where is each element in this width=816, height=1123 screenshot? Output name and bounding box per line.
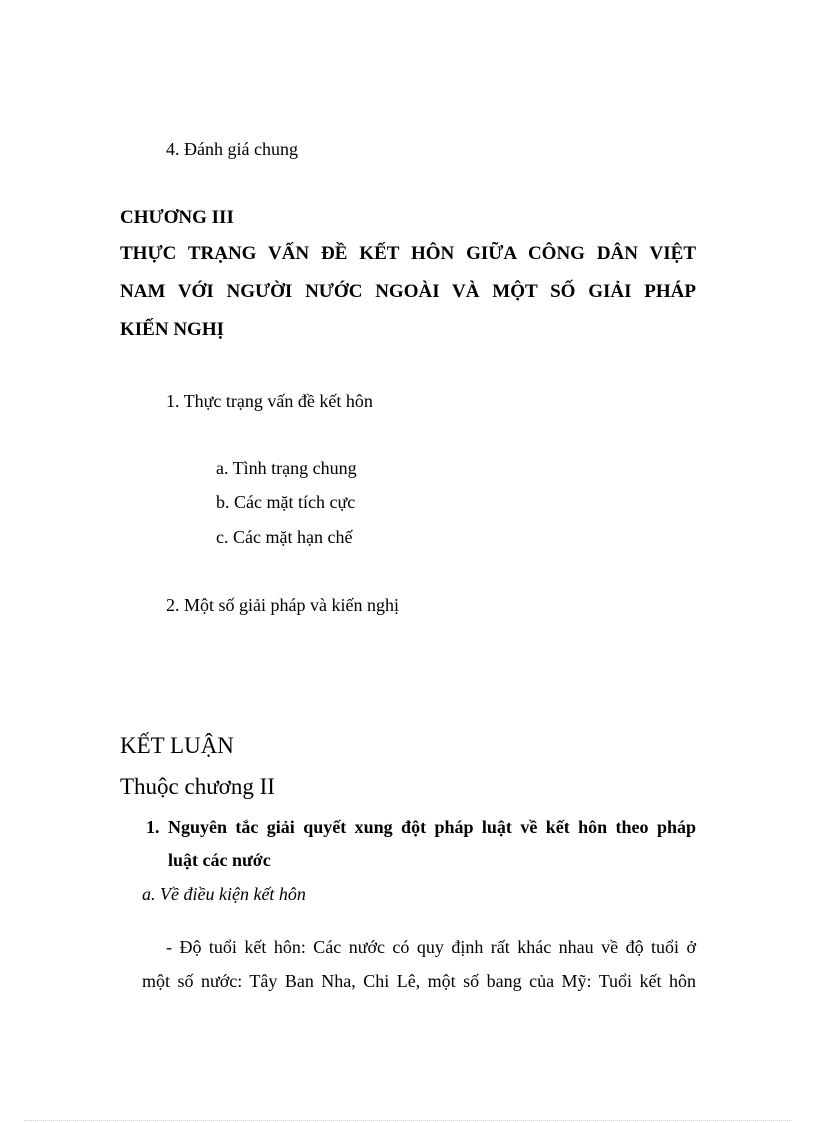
conclusion-sub-a: a. Về điều kiện kết hôn: [142, 884, 306, 904]
chapter-label: CHƯƠNG III: [120, 207, 234, 228]
conclusion-subheading: Thuộc chương II: [120, 774, 275, 799]
toc-item-4: 4. Đánh giá chung: [166, 139, 298, 159]
chapter-title-line-1: THỰC TRẠNG VẤN ĐỀ KẾT HÔN GIỮA CÔNG DÂN VIỆT: [120, 243, 696, 264]
chapter-sub-b: b. Các mặt tích cực: [216, 492, 356, 512]
conclusion-heading: KẾT LUẬN: [120, 733, 234, 758]
item-1-number: 1.: [146, 817, 160, 837]
paragraph-line-2: một số nước: Tây Ban Nha, Chi Lê, một số bang của Mỹ: Tuổi kết hôn: [142, 971, 696, 991]
item-1-line-1: Nguyên tắc giải quyết xung đột pháp luật về kết hôn theo pháp: [168, 817, 696, 837]
chapter-title-line-3: KIẾN NGHỊ: [120, 319, 224, 340]
page-bottom-divider: [24, 1120, 792, 1121]
chapter-section-2: 2. Một số giải pháp và kiến nghị: [166, 595, 399, 615]
chapter-section-1: 1. Thực trạng vấn đề kết hôn: [166, 391, 373, 411]
chapter-title-line-2: NAM VỚI NGƯỜI NƯỚC NGOÀI VÀ MỘT SỐ GIẢI PHÁP: [120, 281, 696, 302]
chapter-sub-a: a. Tình trạng chung: [216, 458, 357, 478]
chapter-sub-c: c. Các mặt hạn chế: [216, 527, 353, 547]
paragraph-line-1: - Độ tuổi kết hôn: Các nước có quy định rất khác nhau về độ tuổi ở: [166, 937, 696, 957]
item-1-line-2: luật các nước: [168, 850, 271, 870]
